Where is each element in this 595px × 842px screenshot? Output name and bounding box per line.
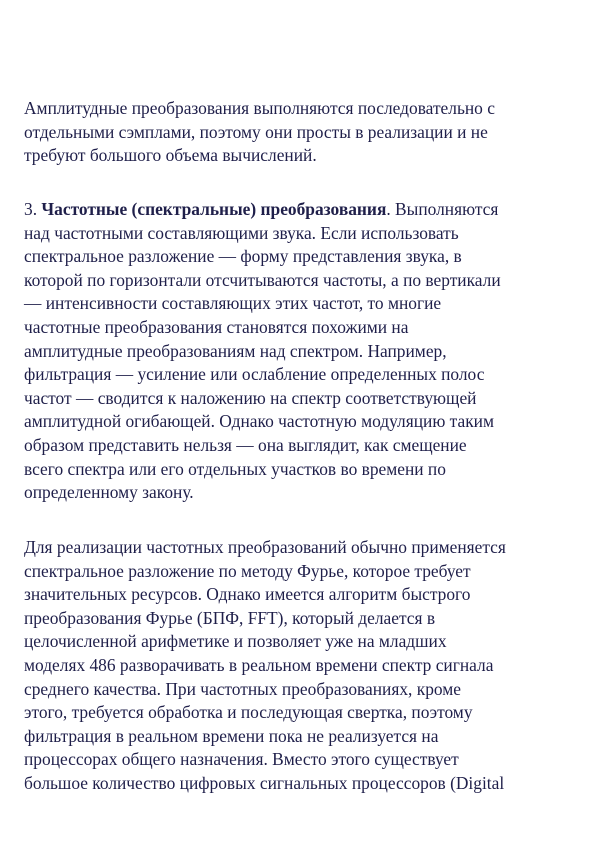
text-line: значительных ресурсов. Однако имеется алгоритм быстрого: [24, 584, 471, 605]
section-heading-line: [24, 198, 501, 222]
text-line: большое количество цифровых сигнальных процессоров (Digital: [24, 772, 505, 793]
text-line: отдельными сэмплами, поэтому они просты в реализации и не: [24, 121, 488, 142]
section-number: 3.: [24, 199, 42, 219]
text-line: среднего качества. При частотных преобразованиях, кроме: [24, 678, 461, 699]
text-line: спектральное разложение — форму представления звука, в: [24, 246, 462, 267]
text-line: амплитудной огибающей. Однако частотную модуляцию таким: [24, 411, 494, 432]
text-line: образом представить нельзя — она выглядит, как смещение: [24, 434, 467, 455]
text-line: всего спектра или его отдельных участков во времени по: [24, 458, 446, 479]
text-line: преобразования Фурье (БПФ, FFT), который делается в: [24, 607, 436, 628]
section-heading: Частотные (спектральные) преобразования: [41, 199, 387, 219]
text-line: над частотными составляющими звука. Если использовать: [24, 222, 459, 243]
section-heading-tail: . Выполняются: [386, 199, 499, 219]
text-line: моделях 486 разворачивать в реальном времени спектр сигнала: [24, 654, 494, 675]
text-line: целочисленной арифметике и позволяет уже на младших: [24, 631, 447, 652]
text-line: частот — сводится к наложению на спектр соответствующей: [24, 387, 477, 408]
text-line: определенному закону.: [24, 482, 194, 503]
text-line: спектральное разложение по методу Фурье, которое требует: [24, 560, 471, 581]
text-line: — интенсивности составляющих этих частот, то многие: [24, 293, 442, 314]
paragraph-fft-implementation: [24, 536, 506, 796]
text-line: фильтрация в реальном времени пока не реализуется на: [24, 725, 439, 746]
text-line: которой по горизонтали отсчитываются частоты, а по вертикали: [24, 269, 501, 290]
text-line: этого, требуется обработка и последующая свертка, поэтому: [24, 702, 473, 723]
paragraph-frequency-transforms: [24, 198, 501, 505]
text-line: частотные преобразования становятся похожими на: [24, 316, 409, 337]
text-line: требуют большого объема вычислений.: [24, 145, 317, 166]
text-line: процессорах общего назначения. Вместо этого существует: [24, 749, 459, 770]
text-line: Амплитудные преобразования выполняются последовательно с: [24, 98, 495, 118]
text-line: Для реализации частотных преобразований обычно применяется: [24, 537, 506, 557]
text-line: фильтрация — усиление или ослабление определенных полос: [24, 364, 485, 385]
text-line: амплитудные преобразованиям над спектром. Например,: [24, 340, 447, 361]
paragraph-amplitude-summary: [24, 97, 495, 168]
